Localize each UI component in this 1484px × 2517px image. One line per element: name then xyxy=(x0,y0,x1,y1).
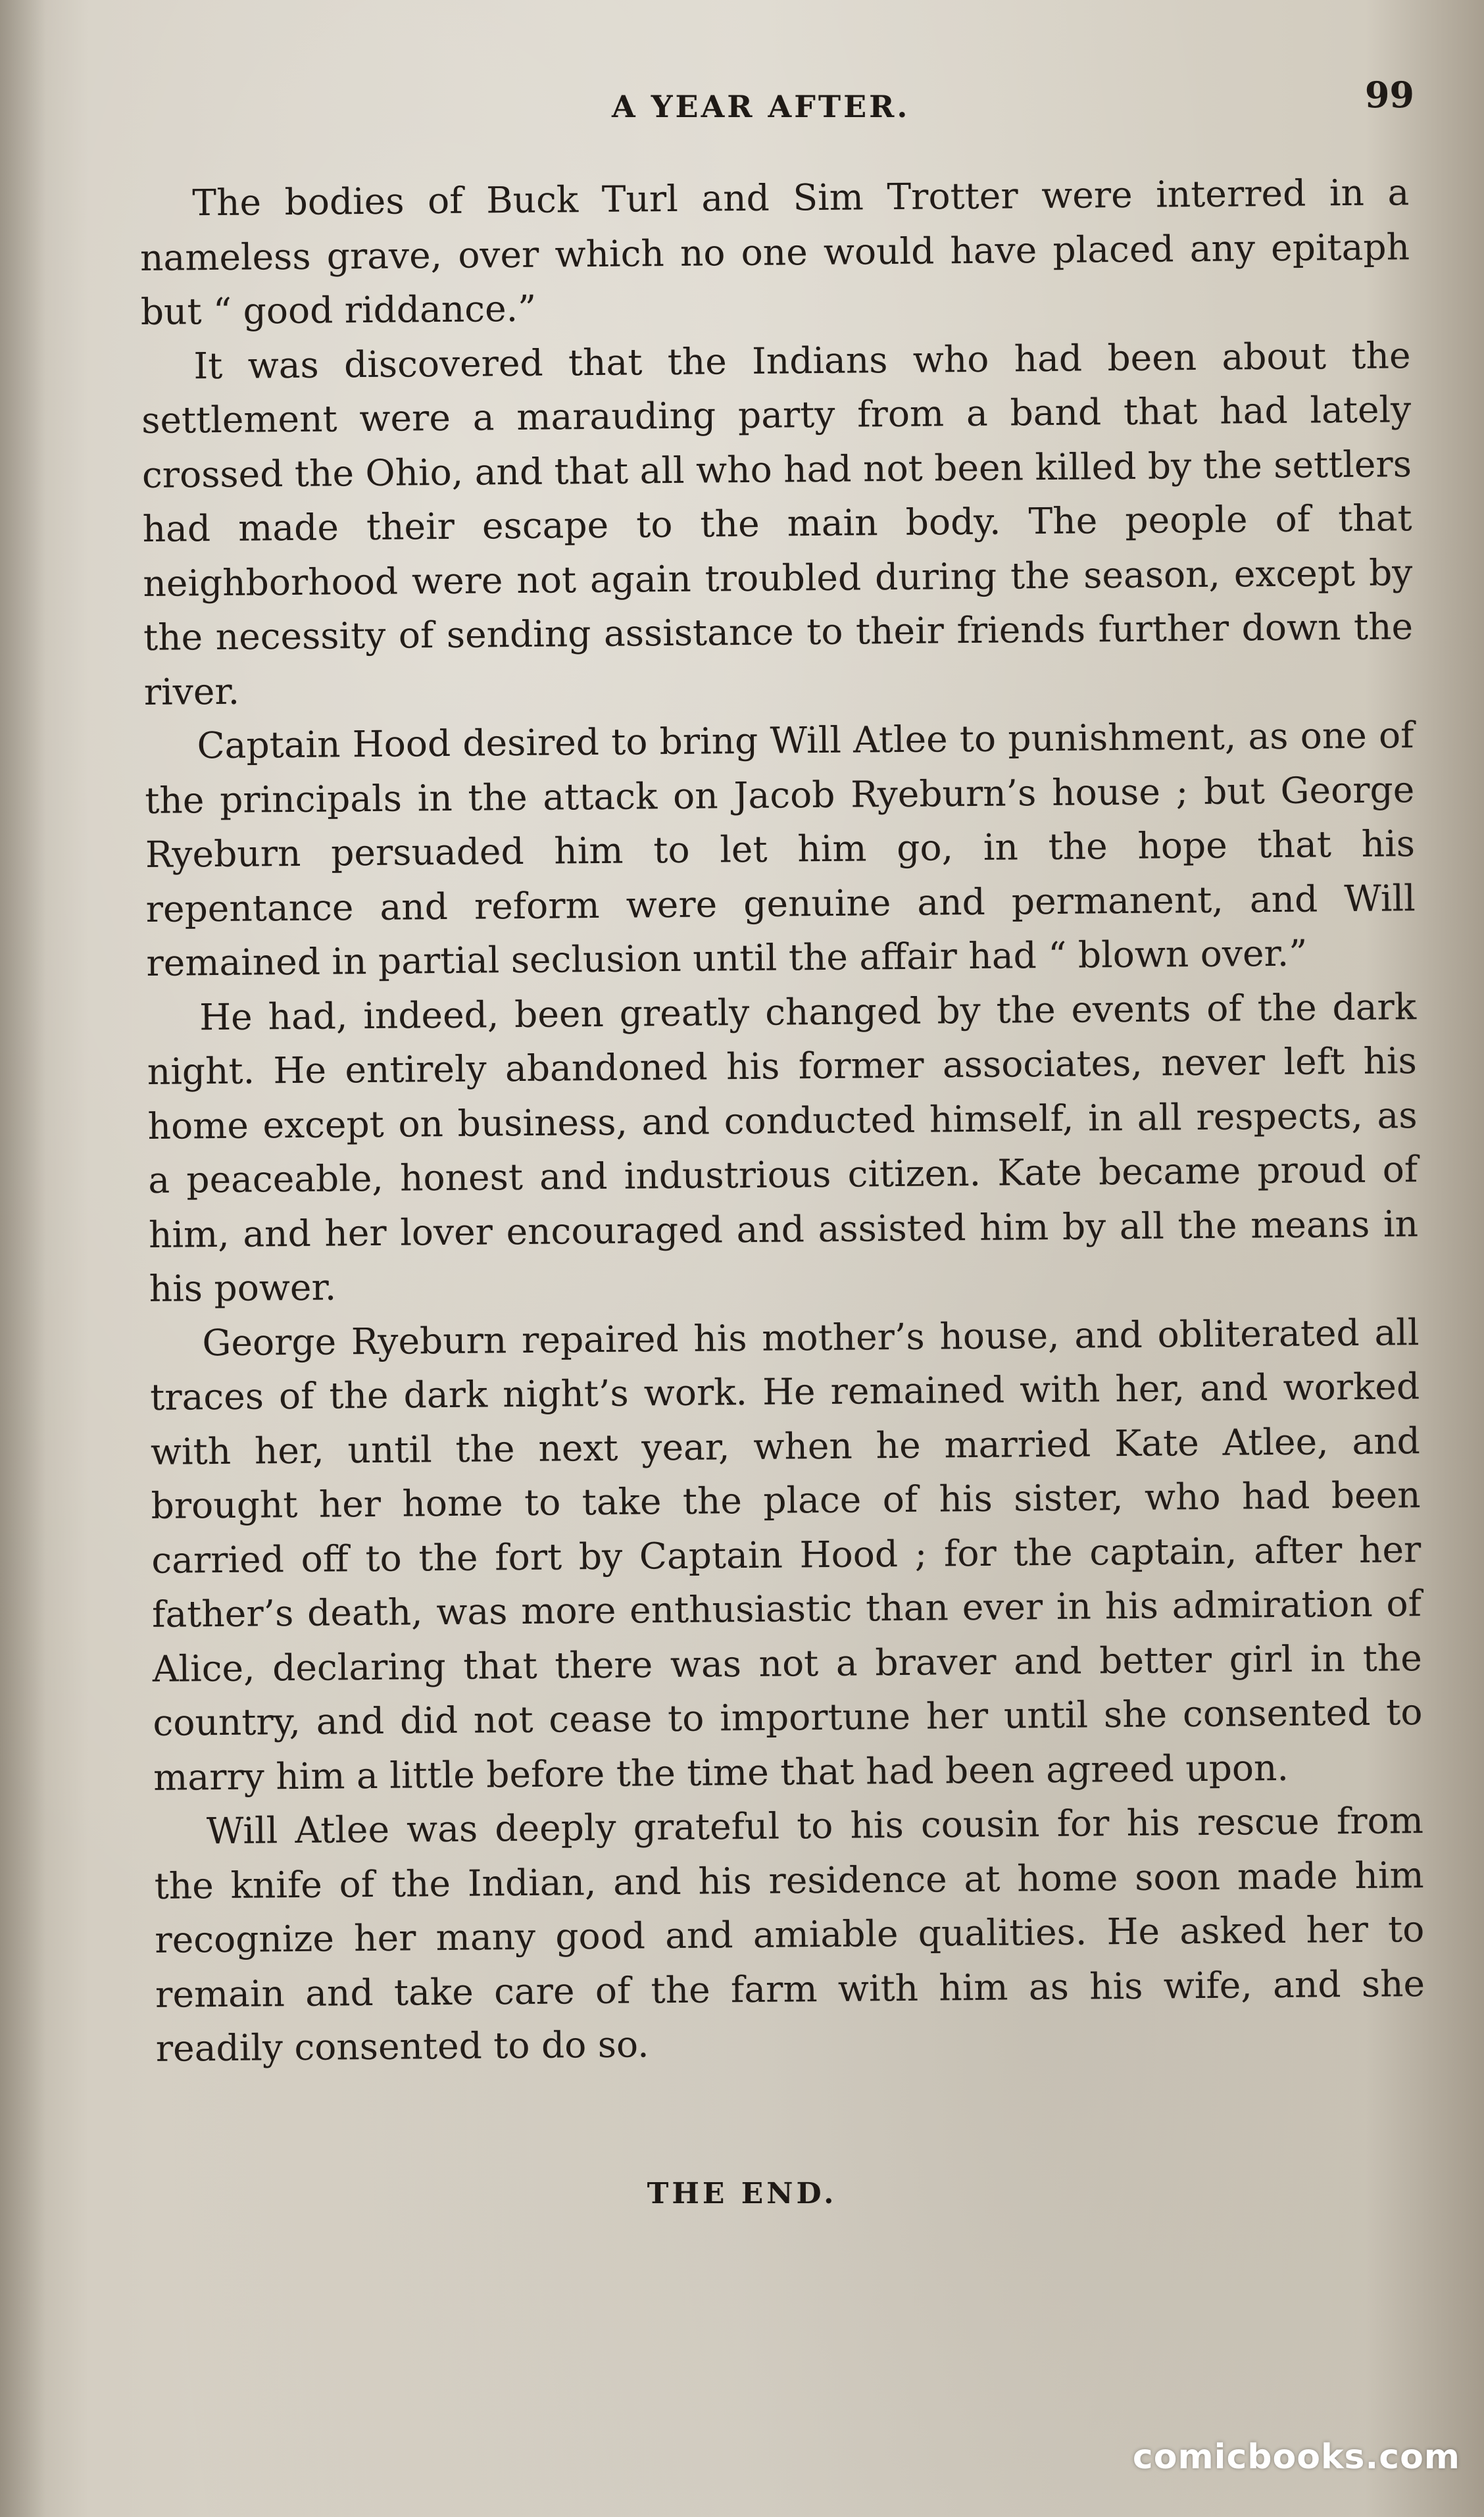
watermark: comicbooks.com xyxy=(1132,2437,1460,2477)
paragraph: It was discovered that the Indians who had been about the settlement were a marauding party from a band that had lately crossed the Ohio, and that all who had not been killed by the settlers had made their escape to the main body. The people of that neighborhood were not again troubled during the season, except by the necessity of sending assistance to their friends further down the river. xyxy=(141,334,1414,713)
paragraph: The bodies of Buck Turl and Sim Trotter were interred in a nameless grave, over which no one would have placed any epitaph but “ good riddance.” xyxy=(139,171,1410,333)
running-head: A YEAR AFTER. xyxy=(612,89,910,124)
the-end-mark: THE END. xyxy=(647,2177,837,2210)
paragraph: Will Atlee was deeply grateful to his cousin for his rescue from the knife of the Indian, and his residence at home soon made him recognize her many good and amiable qualities. He asked her to remain and take care of the farm with him as his wife, and she readily consented to do so. xyxy=(154,1799,1425,2070)
page-header xyxy=(0,74,1484,139)
paragraph: George Ryeburn repaired his mother’s house, and obliterated all traces of the dark night’s work. He remained with her, and worked with her, until the next year, when he married Kate Atlee, and brought her home to take the place of his sister, who had been carried off to the fort by Captain Hood ; for the captain, after her father’s death, was more enthusiastic than ever in his admiration of Alice, declaring that there was not a braver and better girl in the country, and did not cease to importune her until she consented to marry him a little before the time that had been agreed upon. xyxy=(149,1310,1423,1799)
page-gutter-shadow xyxy=(0,0,46,2517)
paragraph: He had, indeed, been greatly changed by the events of the dark night. He entirely abandoned his former associates, never left his home except on business, and conducted himself, in all respects, as a peaceable, honest and industrious citizen. Kate became proud of him, and her lover encouraged and assisted him by all the means in his power. xyxy=(147,985,1419,1310)
paragraph: Captain Hood desired to bring Will Atlee to punishment, as one of the principals in the attack on Jacob Ryeburn’s house ; but George Ryeburn persuaded him to let him go, in the hope that his repentance and reform were genuine and permanent, and Will remained in partial seclusion until the affair had “ blown over.” xyxy=(144,714,1416,984)
page-number: 99 xyxy=(1364,74,1414,116)
body-text xyxy=(139,165,1425,2076)
